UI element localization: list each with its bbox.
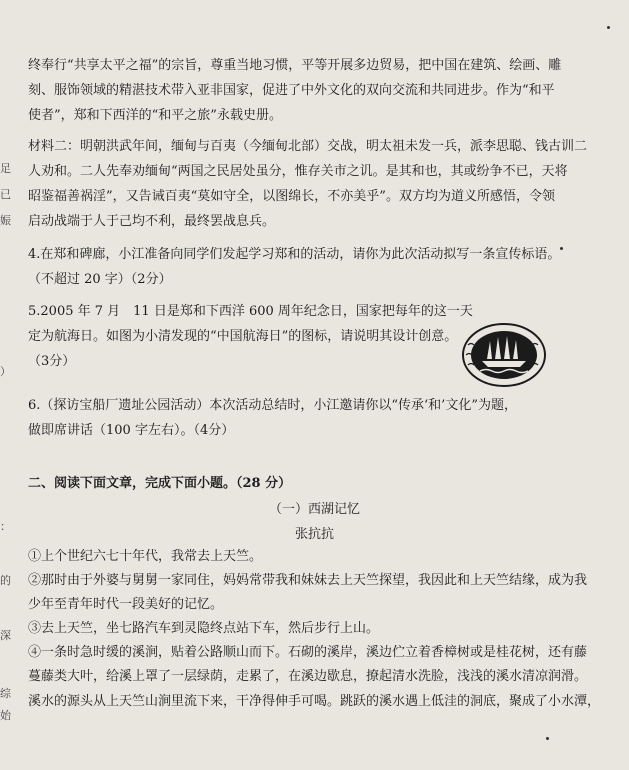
scan-mark bbox=[560, 247, 563, 250]
ship-emblem-icon bbox=[462, 323, 546, 387]
article-line: ④一条时急时缓的溪涧，贴着公路顺山而下。石砌的溪岸，溪边伫立着香樟树或是桂花树，还有藤 bbox=[28, 645, 588, 660]
maritime-day-logo bbox=[462, 323, 546, 387]
question-4-line: （不超过 20 字）（2分） bbox=[28, 272, 172, 287]
margin-fragment: 始 bbox=[0, 709, 11, 722]
question-5-line: 定为航海日。如图为小清发现的“中国航海日”的图标，请说明其设计创意。 bbox=[28, 329, 458, 344]
question-6-line: 做即席讲话（100 字左右）。（4分） bbox=[28, 423, 235, 438]
question-5-line: 5.2005 年 7 月 11 日是郑和下西洋 600 周年纪念日，国家把每年的这一天 bbox=[28, 304, 473, 319]
question-6-line: 6.（探访宝船厂遗址公园活动）本次活动总结时，小江邀请你以“传承‘和’文化”为题， bbox=[28, 398, 517, 413]
article-line: ②那时由于外婆与舅舅一家同住，妈妈常带我和妹妹去上天竺探望，我因此和上天竺结缘，成为我 bbox=[28, 573, 588, 588]
margin-fragment: 综 bbox=[0, 687, 11, 700]
margin-fragment: ： bbox=[0, 520, 11, 533]
margin-fragment: 已 bbox=[0, 188, 11, 201]
article-line: 溪水的源头从上天竺山涧里流下来，干净得伸手可喝。跳跃的溪水遇上低洼的洞底，聚成了小水潭， bbox=[28, 694, 601, 709]
margin-fragment: 足 bbox=[0, 162, 11, 175]
article-subtitle: （一）西湖记忆 bbox=[268, 502, 360, 517]
margin-fragment: 的 bbox=[0, 574, 11, 587]
margin-fragment: 深 bbox=[0, 629, 11, 642]
material-two-line: 昭鉴福善祸淫”，又告诫百夷“莫如守全，以图绵长，不亦美乎”。双方均为道义所感悟，令领 bbox=[28, 189, 555, 204]
article-line: 蔓藤类大叶，给溪上罩了一层绿荫，走累了，在溪边歇息，撩起清水洗脸，浅浅的溪水清凉润滑。 bbox=[28, 669, 588, 684]
material-two-line: 人劝和。二人先奉劝缅甸“两国之民居处虽分，惟存关市之讥。是其和也，其或纷争不已，天将 bbox=[28, 164, 568, 179]
article-line: ①上个世纪六七十年代，我常去上天竺。 bbox=[28, 549, 263, 564]
material-two-line: 启动战端于人于己均不利，最终罢战息兵。 bbox=[28, 214, 276, 229]
question-4-line: 4.在郑和碑廊，小江准备向同学们发起学习郑和的活动，请你为此次活动拟写一条宣传标语。 bbox=[28, 247, 561, 262]
article-line: ③去上天竺，坐七路汽车到灵隐终点站下车，然后步行上山。 bbox=[28, 621, 380, 636]
scan-mark bbox=[546, 737, 549, 740]
article-line: 少年至青年时代一段美好的记忆。 bbox=[28, 597, 224, 612]
section-two-heading: 二、阅读下面文章，完成下面小题。（28 分） bbox=[28, 476, 292, 491]
paragraph-line: 刻、服饰领域的精湛技术带入亚非国家，促进了中外文化的双向交流和共同进步。作为“和平 bbox=[28, 83, 555, 98]
margin-fragment: ） bbox=[0, 365, 11, 378]
scan-mark bbox=[607, 26, 610, 29]
material-two-line: 材料二：明朝洪武年间，缅甸与百夷（今缅甸北部）交战，明太祖未发一兵，派李思聪、钱古训二 bbox=[28, 139, 588, 154]
paragraph-line: 使者”，郑和下西洋的“和平之旅”永载史册。 bbox=[28, 108, 282, 123]
question-5-line: （3分） bbox=[28, 354, 76, 369]
article-author: 张抗抗 bbox=[294, 527, 334, 542]
paragraph-line: 终奉行“共享太平之福”的宗旨，尊重当地习惯，平等开展多边贸易，把中国在建筑、绘画、雕 bbox=[28, 58, 562, 73]
margin-fragment: 娠 bbox=[0, 214, 11, 227]
